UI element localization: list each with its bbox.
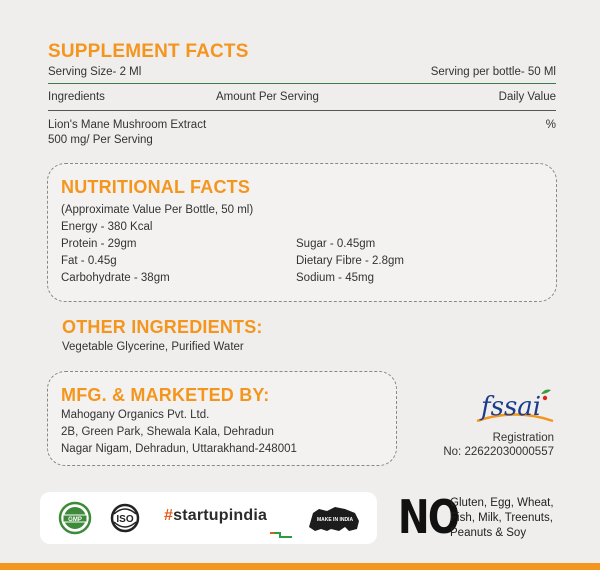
nutritional-facts-box — [47, 163, 557, 302]
iso-label: ISO — [116, 514, 134, 525]
col-ingredients: Ingredients — [48, 91, 105, 103]
table-header-row — [48, 91, 556, 103]
startup-hash: # — [164, 507, 174, 524]
nutrition-protein: Protein - 29gm — [61, 238, 137, 250]
registration-label: Registration — [492, 432, 554, 444]
startup-label: startupindia — [173, 507, 268, 524]
ingredient-row — [48, 119, 556, 131]
nutrition-sugar: Sugar - 0.45gm — [296, 238, 376, 250]
ingredient-daily-value: % — [545, 119, 556, 131]
make-in-india-label: MAKE IN INDIA — [316, 517, 354, 523]
allergen-line: Fish, Milk, Treenuts, — [450, 512, 553, 524]
divider — [48, 83, 556, 84]
manufacturer-box — [47, 371, 397, 466]
manufacturer-address-1: 2B, Green Park, Shewala Kala, Dehradun — [61, 426, 274, 438]
nutrition-carbohydrate: Carbohydrate - 38gm — [61, 272, 170, 284]
allergen-no-label: NO — [398, 490, 459, 544]
ingredient-name: Lion's Mane Mushroom Extract — [48, 119, 207, 131]
nutrition-note: (Approximate Value Per Bottle, 50 ml) — [61, 204, 254, 216]
nutrition-fibre: Dietary Fibre - 2.8gm — [296, 255, 405, 267]
make-in-india-lion-icon — [305, 503, 363, 540]
manufacturer-title: MFG. & MARKETED BY: — [61, 385, 270, 405]
nutrition-energy: Energy - 380 Kcal — [61, 221, 153, 233]
nutrition-sodium: Sodium - 45mg — [296, 272, 374, 284]
manufacturer-name: Mahogany Organics Pvt. Ltd. — [61, 409, 210, 421]
manufacturer-address-2: Nagar Nigam, Dehradun, Uttarakhand-248001 — [61, 443, 297, 455]
allergen-line: Peanuts & Soy — [450, 527, 527, 539]
serving-size: Serving Size- 2 Ml — [48, 66, 142, 78]
certification-logos — [40, 492, 377, 544]
gmp-label: GMP — [68, 517, 82, 523]
allergen-list — [450, 496, 580, 541]
serving-per-bottle: Serving per bottle- 50 Ml — [430, 66, 556, 78]
fssai-logo — [475, 388, 555, 426]
fssai-logo-text: fssai — [481, 392, 542, 422]
col-daily-value: Daily Value — [498, 91, 556, 103]
col-amount: Amount Per Serving — [216, 91, 319, 103]
startup-india-logo — [164, 507, 267, 525]
nutritional-facts-title: NUTRITIONAL FACTS — [61, 177, 251, 197]
bottom-accent-bar — [0, 563, 600, 570]
startup-underline-icon — [270, 526, 292, 544]
ingredient-amount: 500 mg/ Per Serving — [48, 134, 153, 146]
other-ingredients-title: OTHER INGREDIENTS: — [62, 317, 263, 337]
gmp-badge-icon — [58, 501, 92, 540]
serving-row — [48, 66, 556, 78]
iso-badge-icon — [110, 502, 140, 539]
registration-number: No: 22622030000557 — [443, 446, 554, 458]
allergen-line: Gluten, Egg, Wheat, — [450, 497, 554, 509]
other-ingredients-text: Vegetable Glycerine, Purified Water — [62, 341, 244, 353]
divider — [48, 110, 556, 111]
ingredient-amount-row — [48, 134, 556, 146]
supplement-facts-title: SUPPLEMENT FACTS — [48, 41, 249, 62]
nutrition-fat: Fat - 0.45g — [61, 255, 117, 267]
